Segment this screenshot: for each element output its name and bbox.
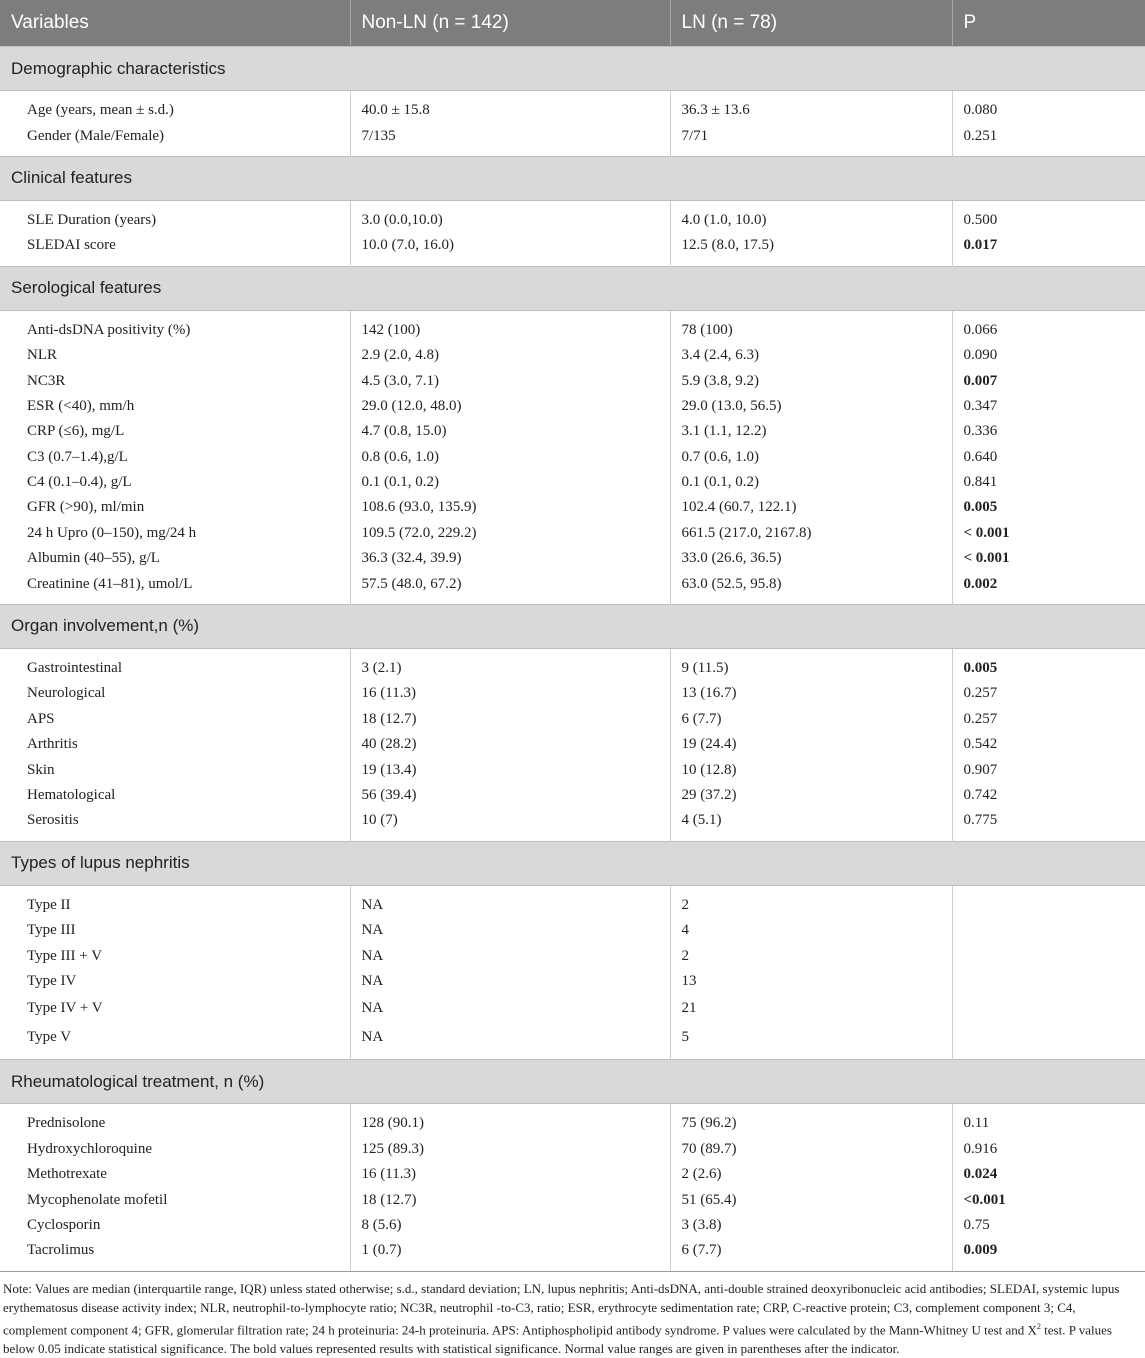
cell-variable: ESR (<40), mm/h <box>27 397 135 414</box>
cell-variable: Skin <box>27 761 55 778</box>
cell-non-ln: 10 (7) <box>350 808 670 841</box>
cell-variable: Type III + V <box>27 947 103 964</box>
section-rows <box>0 648 1145 841</box>
cell-ln: 5 <box>670 1023 952 1060</box>
cell-variable: Arthritis <box>27 736 78 753</box>
cell-non-ln: 18 (12.7) <box>350 707 670 732</box>
cell-p <box>952 885 1145 918</box>
cell-p: 0.916 <box>952 1137 1145 1162</box>
cell-p: 0.009 <box>952 1238 1145 1270</box>
table-row <box>0 918 1145 943</box>
cell-ln: 70 (89.7) <box>670 1137 952 1162</box>
cell-non-ln: 109.5 (72.0, 229.2) <box>350 521 670 546</box>
table-row <box>0 394 1145 419</box>
cell-variable: Neurological <box>27 685 106 702</box>
table-row <box>0 681 1145 706</box>
cell-variable: Anti-dsDNA positivity (%) <box>27 321 191 338</box>
table-row <box>0 310 1145 343</box>
cell-p: 0.002 <box>952 571 1145 604</box>
cell-variable: NC3R <box>27 372 66 389</box>
cell-variable: APS <box>27 710 55 727</box>
cell-ln: 9 (11.5) <box>670 648 952 681</box>
cell-p: 0.005 <box>952 495 1145 520</box>
header-ln: LN (n = 78) <box>670 0 952 47</box>
section-title: Demographic characteristics <box>0 47 1145 91</box>
section-rows <box>0 885 1145 1060</box>
header-variables: Variables <box>0 0 350 47</box>
cell-non-ln: 16 (11.3) <box>350 1162 670 1187</box>
cell-ln: 75 (96.2) <box>670 1104 952 1137</box>
cell-variable: Prednisolone <box>27 1115 106 1132</box>
cell-non-ln: NA <box>350 885 670 918</box>
table-row <box>0 546 1145 571</box>
cell-variable: Hematological <box>27 787 116 803</box>
cell-ln: 2 <box>670 885 952 918</box>
cell-non-ln: 8 (5.6) <box>350 1213 670 1238</box>
cell-ln: 6 (7.7) <box>670 1238 952 1270</box>
cell-ln: 5.9 (3.8, 9.2) <box>670 368 952 393</box>
note-text: Note: Values are median (interquartile range, IQR) unless stated otherwise; s.d., standard deviation; LN, lupus nephritis; Anti-dsDNA, anti-double strained deoxyribonucleic acid antibodies; SLEDAI, systemic lupus erythematosus disease activity index; NLR, neutrophil-to-lymphocyte ratio; NC3R, neutrophil -to-C3, ratio; ESR, erythrocyte sedimentation rate; CRP, C-reactive protein; C3, complement component 3; C4, complement component 4; GFR, glomerular filtration rate; 24 h proteinuria: 24-h proteinuria. APS: Antiphospholipid antibody syndrome. P values were calculated by the Mann-Whitney U test and X <box>3 1280 1120 1337</box>
cell-variable: Methotrexate <box>27 1166 107 1183</box>
cell-ln: 78 (100) <box>670 310 952 343</box>
cell-p: 0.336 <box>952 419 1145 444</box>
cell-p: 0.017 <box>952 233 1145 266</box>
cell-non-ln: NA <box>350 994 670 1023</box>
cell-p: 0.090 <box>952 343 1145 368</box>
table-row <box>0 994 1145 1023</box>
cell-non-ln: 18 (12.7) <box>350 1187 670 1212</box>
cell-variable: GFR (>90), ml/min <box>27 499 145 516</box>
table-row <box>0 495 1145 520</box>
cell-non-ln: 2.9 (2.0, 4.8) <box>350 343 670 368</box>
table-row <box>0 470 1145 495</box>
section-types-of-lupus-nephritis <box>0 841 1145 885</box>
cell-p <box>952 943 1145 968</box>
table-row <box>0 648 1145 681</box>
cell-p: 0.024 <box>952 1162 1145 1187</box>
cell-p: 0.640 <box>952 445 1145 470</box>
table-row <box>0 571 1145 604</box>
section-organ-involvement-n <box>0 604 1145 648</box>
cell-p: 0.066 <box>952 310 1145 343</box>
table-row <box>0 707 1145 732</box>
table-row <box>0 445 1145 470</box>
cell-ln: 661.5 (217.0, 2167.8) <box>670 521 952 546</box>
table-row <box>0 732 1145 757</box>
cell-non-ln: NA <box>350 969 670 994</box>
note-superscript: 2 <box>1036 1321 1041 1331</box>
cell-non-ln: NA <box>350 943 670 968</box>
section-title: Organ involvement,n (%) <box>0 604 1145 648</box>
section-title: Rheumatological treatment, n (%) <box>0 1060 1145 1104</box>
cell-ln: 3.1 (1.1, 12.2) <box>670 419 952 444</box>
cell-ln: 29 (37.2) <box>670 783 952 808</box>
cell-non-ln: 56 (39.4) <box>350 783 670 808</box>
section-header-row <box>0 841 1145 885</box>
table-row <box>0 343 1145 368</box>
section-header-row <box>0 47 1145 91</box>
cell-p <box>952 918 1145 943</box>
cell-non-ln: 7/135 <box>350 123 670 156</box>
cell-ln: 0.7 (0.6, 1.0) <box>670 445 952 470</box>
note-text-end: test. P values below 0.05 indicate statistical significance. The bold values represented results with statistical significance. Normal value ranges are given in parentheses after the indicator. <box>3 1321 1112 1356</box>
cell-ln: 3.4 (2.4, 6.3) <box>670 343 952 368</box>
cell-p: < 0.001 <box>952 546 1145 571</box>
cell-variable: Type V <box>27 1029 72 1046</box>
cell-ln: 19 (24.4) <box>670 732 952 757</box>
table-row <box>0 943 1145 968</box>
cell-variable: Cyclosporin <box>27 1216 101 1233</box>
cell-p: 0.841 <box>952 470 1145 495</box>
cell-ln: 4 <box>670 918 952 943</box>
cell-ln: 2 <box>670 943 952 968</box>
cell-variable: Serositis <box>27 812 79 829</box>
cell-ln: 63.0 (52.5, 95.8) <box>670 571 952 604</box>
table-row <box>0 200 1145 233</box>
table-header <box>0 0 1145 47</box>
cell-variable: Type II <box>27 896 71 913</box>
table-row <box>0 1104 1145 1137</box>
cell-ln: 21 <box>670 994 952 1023</box>
header-row <box>0 0 1145 47</box>
section-title: Serological features <box>0 266 1145 310</box>
section-demographic-characteristics <box>0 47 1145 91</box>
cell-variable: Type IV <box>27 972 77 989</box>
table-row <box>0 368 1145 393</box>
table-row <box>0 1137 1145 1162</box>
cell-non-ln: 0.1 (0.1, 0.2) <box>350 470 670 495</box>
cell-p: 0.500 <box>952 200 1145 233</box>
cell-non-ln: 125 (89.3) <box>350 1137 670 1162</box>
cell-variable: Gastrointestinal <box>27 660 122 677</box>
header-p: P <box>952 0 1145 47</box>
section-header-row <box>0 1060 1145 1104</box>
cell-p: 0.907 <box>952 757 1145 782</box>
cell-non-ln: 57.5 (48.0, 67.2) <box>350 571 670 604</box>
cell-variable: C3 (0.7–1.4),g/L <box>27 448 128 465</box>
cell-p: 0.005 <box>952 648 1145 681</box>
cell-p: 0.257 <box>952 707 1145 732</box>
table-row <box>0 1023 1145 1060</box>
cell-variable: SLE Duration (years) <box>27 211 157 228</box>
cell-variable: SLEDAI score <box>27 237 116 254</box>
cell-ln: 3 (3.8) <box>670 1213 952 1238</box>
cell-p: 0.007 <box>952 368 1145 393</box>
cell-variable: Age (years, mean ± s.d.) <box>27 102 174 119</box>
section-rows <box>0 310 1145 604</box>
table-row <box>0 783 1145 808</box>
table-row <box>0 233 1145 266</box>
table-footnote <box>0 1271 1145 1358</box>
cell-non-ln: 19 (13.4) <box>350 757 670 782</box>
table-row <box>0 969 1145 994</box>
section-clinical-features <box>0 156 1145 200</box>
cell-ln: 51 (65.4) <box>670 1187 952 1212</box>
table-row <box>0 419 1145 444</box>
section-title: Clinical features <box>0 156 1145 200</box>
cell-non-ln: 40.0 ± 15.8 <box>350 91 670 124</box>
cell-non-ln: 36.3 (32.4, 39.9) <box>350 546 670 571</box>
cell-non-ln: 0.8 (0.6, 1.0) <box>350 445 670 470</box>
cell-non-ln: 40 (28.2) <box>350 732 670 757</box>
cell-ln: 10 (12.8) <box>670 757 952 782</box>
cell-p: 0.11 <box>952 1104 1145 1137</box>
section-rows <box>0 1104 1145 1271</box>
cell-variable: CRP (≤6), mg/L <box>27 423 125 440</box>
cell-non-ln: 29.0 (12.0, 48.0) <box>350 394 670 419</box>
cell-non-ln: 16 (11.3) <box>350 681 670 706</box>
cell-non-ln: NA <box>350 918 670 943</box>
cell-variable: C4 (0.1–0.4), g/L <box>27 474 132 491</box>
cell-variable: 24 h Upro (0–150), mg/24 h <box>27 524 197 541</box>
cell-non-ln: 108.6 (93.0, 135.9) <box>350 495 670 520</box>
cell-p <box>952 969 1145 994</box>
cell-p: 0.347 <box>952 394 1145 419</box>
cell-variable: Albumin (40–55), g/L <box>27 550 160 567</box>
cell-variable: Creatinine (41–81), umol/L <box>27 575 193 592</box>
cell-variable: NLR <box>27 347 57 364</box>
cell-p: 0.75 <box>952 1213 1145 1238</box>
cell-p <box>952 994 1145 1023</box>
cell-ln: 0.1 (0.1, 0.2) <box>670 470 952 495</box>
cell-ln: 36.3 ± 13.6 <box>670 91 952 124</box>
table-row <box>0 1238 1145 1270</box>
table-row <box>0 885 1145 918</box>
table-row <box>0 1213 1145 1238</box>
cell-p: < 0.001 <box>952 521 1145 546</box>
header-non-ln: Non-LN (n = 142) <box>350 0 670 47</box>
cell-ln: 4.0 (1.0, 10.0) <box>670 200 952 233</box>
section-title: Types of lupus nephritis <box>0 841 1145 885</box>
cell-ln: 4 (5.1) <box>670 808 952 841</box>
cell-ln: 29.0 (13.0, 56.5) <box>670 394 952 419</box>
table-row <box>0 521 1145 546</box>
table-row <box>0 757 1145 782</box>
cell-ln: 6 (7.7) <box>670 707 952 732</box>
cell-non-ln: 4.7 (0.8, 15.0) <box>350 419 670 444</box>
cell-non-ln: 3 (2.1) <box>350 648 670 681</box>
cell-ln: 33.0 (26.6, 36.5) <box>670 546 952 571</box>
cell-p: 0.775 <box>952 808 1145 841</box>
cell-non-ln: 3.0 (0.0,10.0) <box>350 200 670 233</box>
table-row <box>0 1187 1145 1212</box>
section-header-row <box>0 266 1145 310</box>
table-row <box>0 91 1145 124</box>
table-row <box>0 808 1145 841</box>
cell-p: <0.001 <box>952 1187 1145 1212</box>
section-rows <box>0 91 1145 157</box>
cell-p: 0.742 <box>952 783 1145 808</box>
cell-p: 0.080 <box>952 91 1145 124</box>
cell-variable: Type III <box>27 922 76 939</box>
cell-ln: 13 <box>670 969 952 994</box>
cell-variable: Mycophenolate mofetil <box>27 1191 168 1208</box>
section-serological-features <box>0 266 1145 310</box>
cell-ln: 2 (2.6) <box>670 1162 952 1187</box>
cell-non-ln: 1 (0.7) <box>350 1238 670 1270</box>
cell-variable: Type IV + V <box>27 1000 103 1017</box>
cell-non-ln: NA <box>350 1023 670 1060</box>
table-row <box>0 123 1145 156</box>
section-rheumatological-treatment-n <box>0 1060 1145 1104</box>
cell-non-ln: 142 (100) <box>350 310 670 343</box>
cell-p: 0.542 <box>952 732 1145 757</box>
cell-non-ln: 10.0 (7.0, 16.0) <box>350 233 670 266</box>
cell-variable: Hydroxychloroquine <box>27 1140 152 1157</box>
section-rows <box>0 200 1145 266</box>
section-header-row <box>0 156 1145 200</box>
cell-variable: Tacrolimus <box>27 1242 95 1259</box>
table-row <box>0 1162 1145 1187</box>
cell-non-ln: 4.5 (3.0, 7.1) <box>350 368 670 393</box>
cell-ln: 12.5 (8.0, 17.5) <box>670 233 952 266</box>
cell-variable: Gender (Male/Female) <box>27 127 165 144</box>
cell-ln: 7/71 <box>670 123 952 156</box>
section-header-row <box>0 604 1145 648</box>
cell-p: 0.257 <box>952 681 1145 706</box>
cell-p <box>952 1023 1145 1060</box>
cell-ln: 102.4 (60.7, 122.1) <box>670 495 952 520</box>
cell-ln: 13 (16.7) <box>670 681 952 706</box>
cell-non-ln: 128 (90.1) <box>350 1104 670 1137</box>
cell-p: 0.251 <box>952 123 1145 156</box>
